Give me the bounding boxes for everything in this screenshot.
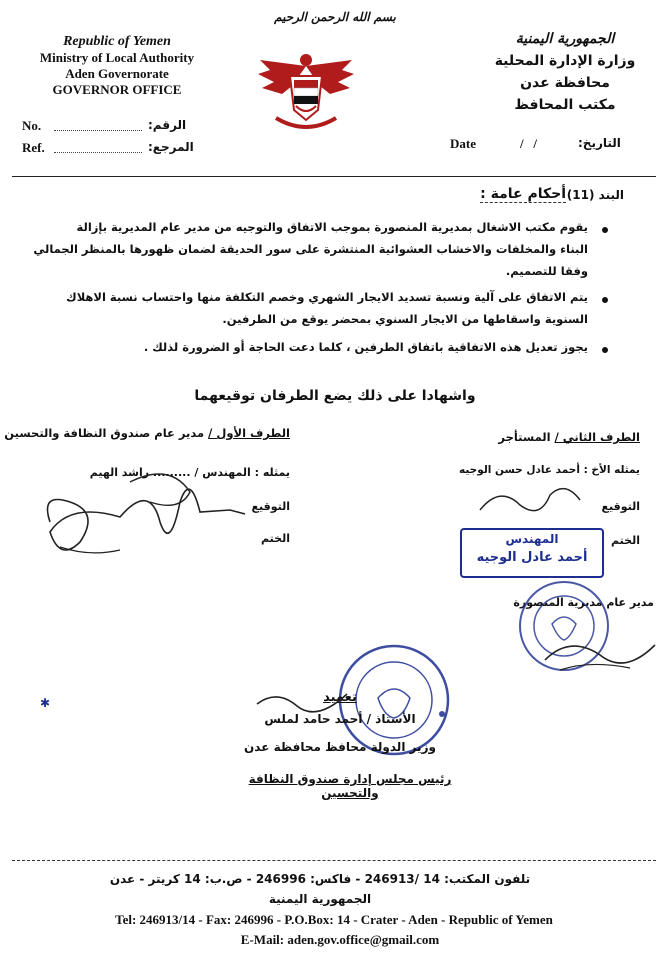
star-mark-icon: ✱ <box>40 696 51 710</box>
letterhead-governorate-ar: محافظة عدن <box>520 75 610 91</box>
clause-3-line-1: يجوز تعديل هذه الاتفاقية باتفاق الطرفين ، كلما دعت الحاجة أو الضرورة لذلك . <box>143 340 588 354</box>
approval-name: الأستاذ / أحمد حامد لملس <box>264 712 416 726</box>
party-second-rep-name: أحمد عادل حسن الوجيه <box>459 464 580 476</box>
party-second-role: المستأجر <box>498 430 551 444</box>
ref-field <box>54 152 142 153</box>
party-first-seal-label: الختم <box>261 532 290 545</box>
header-divider <box>12 176 656 177</box>
clause-2 <box>28 286 588 330</box>
district-director-signature <box>540 630 660 684</box>
clause-2-line-2: السنوية واسقاطها من الايجار السنوي بمحضر يوقع من الطرفين. <box>222 312 588 326</box>
district-director-title: مدير عام مديرية المنصورة <box>513 596 654 609</box>
no-field <box>54 130 142 131</box>
party-first-label: الطرف الأول / <box>208 426 290 440</box>
section-title: أحكام عامة : <box>480 186 566 202</box>
party-second-signature <box>470 480 590 524</box>
party-first-sign-label: التوقيع <box>251 500 290 513</box>
party-first-heading <box>4 426 290 440</box>
ref-label-ar: المرجع: <box>148 140 194 154</box>
clause-1 <box>28 216 588 282</box>
approval-title: وزير الدولة محافظ محافظة عدن <box>244 740 436 754</box>
clause-1-line-2: البناء والمخلفات والاخشاب العشوائية المنتشرة على سور الحديقة لضمان ظهورها بالمنظر الجمالي <box>33 242 588 256</box>
party-second-sign-label: التوقيع <box>601 500 640 513</box>
arabic-letterhead <box>480 28 650 116</box>
party-second-rep-label: يمثله الأخ : <box>583 464 640 476</box>
letterhead-country-ar: الجمهورية اليمنية <box>515 31 615 47</box>
clause-number: البند (11) <box>566 188 624 202</box>
date-label: Date <box>450 136 476 151</box>
clause-1-line-1: يقوم مكتب الاشغال بمديرية المنصورة بموجب الاتفاق والتوجيه من مدير عام المديرية بإزالة <box>76 220 588 234</box>
engineer-stamp <box>460 528 604 578</box>
basmala: بسم الله الرحمن الرحيم <box>274 10 396 24</box>
letterhead-country: Republic of Yemen <box>63 34 171 49</box>
approval-board: رئيس مجلس إدارة صندوق النظافة والتحسين <box>248 772 452 800</box>
ref-label: Ref. <box>22 140 45 155</box>
approval-label: تعميد <box>323 690 357 705</box>
clause-3 <box>28 336 588 358</box>
footer-contact-en: Tel: 246913/14 - Fax: 246996 - P.O.Box: 14 - Crater - Aden - Republic of Yemen <box>115 912 553 927</box>
party-first-role: مدير عام صندوق النظافة والتحسين <box>4 426 205 440</box>
party-second-rep <box>460 464 640 476</box>
engineer-stamp-title: المهندس <box>505 532 559 546</box>
letterhead-office: GOVERNOR OFFICE <box>52 82 182 97</box>
letterhead-ministry: Ministry of Local Authority <box>39 50 195 65</box>
letterhead-ministry-ar: وزارة الإدارة المحلية <box>494 53 636 69</box>
letterhead-office-ar: مكتب المحافظ <box>514 97 616 113</box>
yemen-eagle-emblem-icon <box>252 46 360 146</box>
footer-contact-ar: تلفون المكتب: 14 /246913 - فاكس: 246996 - ص.ب: 14 كريتر - عدن <box>109 872 531 886</box>
witness-line: واشهادا على ذلك يضع الطرفان توقيعهما <box>194 388 476 404</box>
footer-divider <box>12 860 656 861</box>
clause-bullet-1 <box>602 227 608 233</box>
date-label-ar: التاريخ: <box>578 136 621 150</box>
party-second-heading <box>480 430 640 444</box>
footer-country-ar: الجمهورية اليمنية <box>268 892 372 906</box>
clause-bullet-2 <box>602 297 608 303</box>
letterhead-governorate: Aden Governorate <box>65 66 169 81</box>
party-first-rep-name: المهندس / ......... راشد الهيم <box>89 466 251 479</box>
party-first-rep-label: يمثله : <box>254 466 290 479</box>
party-second-label: الطرف الثاني / <box>554 430 640 444</box>
english-letterhead <box>22 34 212 98</box>
engineer-stamp-name: أحمد عادل الوجيه <box>476 550 588 565</box>
party-first-signature <box>30 462 260 576</box>
party-second-seal-label: الختم <box>611 534 640 547</box>
clause-2-line-1: يتم الاتفاق على آلية ونسبة تسديد الايجار الشهري وخصم التكلفة منها واحتساب نسبة الاهلاك <box>66 290 588 304</box>
no-label-ar: الرقم: <box>148 118 187 132</box>
no-label: No. <box>22 118 42 133</box>
date-slashes: / / <box>520 136 537 151</box>
clause-1-line-3: وفقا للتصميم. <box>505 264 588 278</box>
footer-email: E-Mail: aden.gov.office@gmail.com <box>240 932 440 947</box>
clause-bullet-3 <box>602 347 608 353</box>
